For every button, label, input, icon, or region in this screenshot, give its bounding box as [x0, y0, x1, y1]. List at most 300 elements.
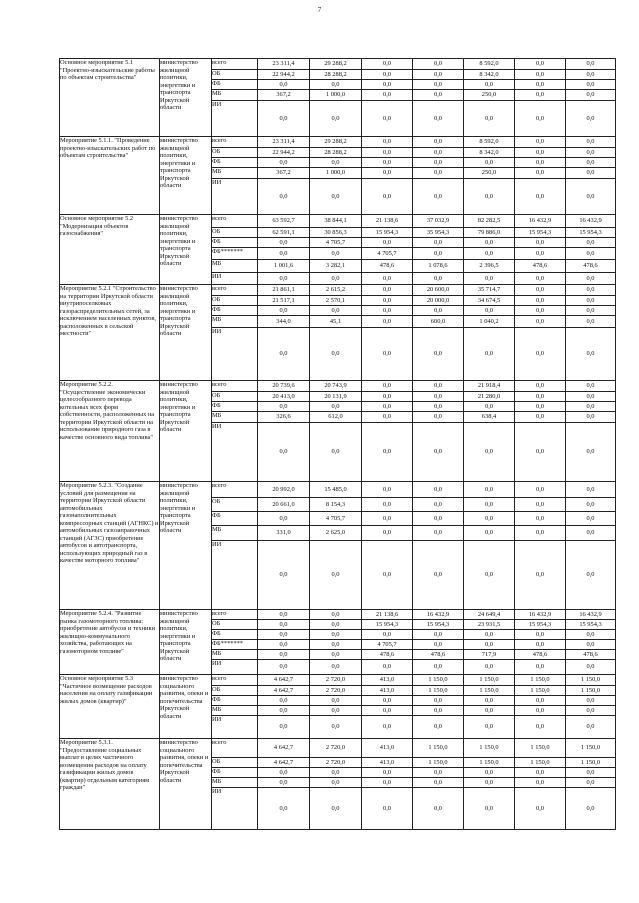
value-cell: 0,0 [464, 179, 515, 215]
value-cell: 0,0 [464, 273, 515, 285]
value-cell: 638,4 [464, 412, 515, 423]
value-cell: 0,0 [464, 482, 515, 498]
value-cell: 0,0 [566, 158, 616, 168]
funding-source: ОБ [212, 620, 258, 630]
value-cell: 4 642,7 [258, 686, 310, 696]
measure-name: Мероприятие 5.2.1 "Строительство на территории Иркутской области внутрипоселковых газораспределительных сетей, за исключением населенных пунктов, расположенных в сельской местности" [60, 285, 160, 381]
value-cell: 0,0 [362, 498, 413, 512]
funding-source: ИИ [212, 273, 258, 285]
value-cell: 2 720,0 [310, 686, 362, 696]
value-cell: 0,0 [413, 482, 464, 498]
value-cell: 2 570,1 [310, 296, 362, 306]
value-cell: 30 856,3 [310, 228, 362, 238]
value-cell: 0,0 [258, 610, 310, 620]
value-cell: 35 714,7 [464, 285, 515, 296]
value-cell: 20 000,0 [413, 296, 464, 306]
funding-source: ИИ [212, 101, 258, 137]
value-cell: 0,0 [362, 158, 413, 168]
value-cell: 0,0 [566, 148, 616, 158]
funding-source: МБ [212, 526, 258, 541]
value-cell: 35 954,3 [413, 228, 464, 238]
value-cell: 0,0 [258, 512, 310, 526]
value-cell: 0,0 [258, 716, 310, 739]
value-cell: 0,0 [566, 768, 616, 778]
funding-source: всего [212, 215, 258, 228]
value-cell: 0,0 [258, 306, 310, 316]
value-cell: 0,0 [464, 423, 515, 482]
value-cell: 28 288,2 [310, 70, 362, 80]
value-cell: 0,0 [566, 392, 616, 402]
value-cell: 23 311,4 [258, 137, 310, 148]
value-cell: 0,0 [362, 696, 413, 706]
value-cell: 413,0 [362, 686, 413, 696]
value-cell: 23 931,5 [464, 620, 515, 630]
value-cell: 0,0 [310, 650, 362, 660]
value-cell: 4 705,7 [310, 238, 362, 248]
table-row [60, 137, 616, 148]
value-cell: 0,0 [413, 80, 464, 90]
value-cell: 0,0 [413, 137, 464, 148]
value-cell: 0,0 [362, 423, 413, 482]
value-cell: 0,0 [566, 285, 616, 296]
value-cell: 0,0 [566, 238, 616, 248]
value-cell: 79 886,0 [464, 228, 515, 238]
value-cell: 4 705,7 [362, 640, 413, 650]
value-cell: 28 288,2 [310, 148, 362, 158]
value-cell: 45,1 [310, 316, 362, 328]
value-cell: 21 138,6 [362, 610, 413, 620]
value-cell: 0,0 [362, 392, 413, 402]
funding-source: МБ [212, 90, 258, 101]
value-cell: 1 150,0 [464, 675, 515, 686]
value-cell: 0,0 [515, 137, 566, 148]
value-cell: 0,0 [258, 238, 310, 248]
value-cell: 0,0 [310, 716, 362, 739]
value-cell: 0,0 [362, 285, 413, 296]
value-cell: 0,0 [566, 316, 616, 328]
value-cell: 4 642,7 [258, 758, 310, 768]
value-cell: 1 150,0 [515, 758, 566, 768]
table-row [60, 215, 616, 228]
value-cell: 0,0 [515, 392, 566, 402]
funding-source: ФБ [212, 158, 258, 168]
value-cell: 0,0 [515, 248, 566, 260]
value-cell: 2 720,0 [310, 675, 362, 686]
value-cell: 0,0 [413, 70, 464, 80]
value-cell: 478,6 [566, 650, 616, 660]
value-cell: 0,0 [413, 248, 464, 260]
value-cell: 2 615,2 [310, 285, 362, 296]
funding-source: ИИ [212, 179, 258, 215]
value-cell: 0,0 [362, 412, 413, 423]
funding-source: МБ [212, 260, 258, 273]
value-cell: 0,0 [413, 423, 464, 482]
value-cell: 0,0 [413, 90, 464, 101]
value-cell: 16 432,9 [515, 610, 566, 620]
value-cell: 600,0 [413, 316, 464, 328]
value-cell: 0,0 [413, 402, 464, 412]
value-cell: 16 432,9 [413, 610, 464, 620]
value-cell: 1 150,0 [464, 758, 515, 768]
executor-name: министерство жилищной политики, энергетики и транспорта Иркутской области [160, 137, 212, 215]
value-cell: 20 739,6 [258, 381, 310, 392]
funding-source: всего [212, 381, 258, 392]
value-cell: 8 154,3 [310, 498, 362, 512]
value-cell: 0,0 [310, 179, 362, 215]
value-cell: 0,0 [413, 706, 464, 716]
value-cell: 0,0 [515, 541, 566, 610]
value-cell: 0,0 [362, 541, 413, 610]
value-cell: 0,0 [362, 273, 413, 285]
funding-source: ОБ [212, 228, 258, 238]
funding-source: ИИ [212, 660, 258, 675]
value-cell: 0,0 [566, 80, 616, 90]
funding-source: МБ [212, 778, 258, 788]
value-cell: 0,0 [566, 168, 616, 179]
value-cell: 4 705,7 [362, 248, 413, 260]
value-cell: 331,0 [258, 526, 310, 541]
value-cell: 0,0 [310, 696, 362, 706]
value-cell: 0,0 [310, 328, 362, 381]
value-cell: 0,0 [310, 640, 362, 650]
value-cell: 1 150,0 [413, 758, 464, 768]
value-cell: 37 032,9 [413, 215, 464, 228]
value-cell: 0,0 [413, 640, 464, 650]
value-cell: 0,0 [464, 158, 515, 168]
value-cell: 0,0 [413, 148, 464, 158]
value-cell: 0,0 [413, 238, 464, 248]
value-cell: 413,0 [362, 758, 413, 768]
value-cell: 717,9 [464, 650, 515, 660]
table-row [60, 381, 616, 392]
value-cell: 0,0 [310, 620, 362, 630]
value-cell: 0,0 [464, 706, 515, 716]
value-cell: 0,0 [464, 248, 515, 260]
value-cell: 16 432,9 [515, 215, 566, 228]
value-cell: 0,0 [258, 179, 310, 215]
value-cell: 0,0 [258, 706, 310, 716]
value-cell: 0,0 [310, 630, 362, 640]
table-row [60, 675, 616, 686]
funding-source: МБ [212, 168, 258, 179]
value-cell: 0,0 [258, 328, 310, 381]
funding-source: всего [212, 285, 258, 296]
value-cell: 0,0 [515, 179, 566, 215]
value-cell: 0,0 [464, 716, 515, 739]
value-cell: 0,0 [566, 402, 616, 412]
value-cell: 0,0 [566, 696, 616, 706]
value-cell: 413,0 [362, 739, 413, 758]
value-cell: 478,6 [515, 260, 566, 273]
value-cell: 0,0 [310, 660, 362, 675]
value-cell: 0,0 [362, 296, 413, 306]
funding-source: ОБ [212, 148, 258, 158]
value-cell: 62 591,1 [258, 228, 310, 238]
value-cell: 15 954,3 [362, 228, 413, 238]
value-cell: 0,0 [566, 381, 616, 392]
value-cell: 0,0 [310, 768, 362, 778]
table-row [60, 482, 616, 498]
value-cell: 0,0 [258, 158, 310, 168]
value-cell: 0,0 [310, 402, 362, 412]
value-cell: 0,0 [310, 778, 362, 788]
value-cell: 478,6 [413, 650, 464, 660]
value-cell: 63 592,7 [258, 215, 310, 228]
value-cell: 0,0 [515, 512, 566, 526]
value-cell: 0,0 [362, 660, 413, 675]
value-cell: 0,0 [464, 402, 515, 412]
value-cell: 0,0 [515, 306, 566, 316]
funding-source: ИИ [212, 541, 258, 610]
value-cell: 0,0 [362, 80, 413, 90]
value-cell: 20 413,0 [258, 392, 310, 402]
value-cell: 1 040,2 [464, 316, 515, 328]
value-cell: 0,0 [413, 788, 464, 830]
value-cell: 21 138,6 [362, 215, 413, 228]
value-cell: 0,0 [515, 526, 566, 541]
value-cell: 413,0 [362, 675, 413, 686]
value-cell: 1 150,0 [413, 675, 464, 686]
value-cell: 0,0 [413, 168, 464, 179]
value-cell: 0,0 [413, 660, 464, 675]
value-cell: 0,0 [566, 273, 616, 285]
value-cell: 0,0 [362, 788, 413, 830]
value-cell: 0,0 [566, 70, 616, 80]
funding-source: ОБ [212, 758, 258, 768]
measure-name: Основное мероприятие 5.1 "Проектно-изыскательские работы по объектам строительства" [60, 59, 160, 137]
value-cell: 0,0 [310, 788, 362, 830]
value-cell: 82 282,5 [464, 215, 515, 228]
value-cell: 0,0 [566, 59, 616, 70]
value-cell: 0,0 [413, 630, 464, 640]
value-cell: 0,0 [515, 101, 566, 137]
value-cell: 0,0 [310, 610, 362, 620]
value-cell: 0,0 [515, 423, 566, 482]
measure-name: Мероприятие 5.2.3. "Создание условий для размещения на территории Иркутской области автомобильных газонаполнительных компрессорных станций (АГНКС) и автомобильных газозаправочных станций (АГЗС) приобретение автобусов и автотранспорта, использующих природный газ в качестве моторного топлива" [60, 482, 160, 610]
funding-source: ФБ [212, 80, 258, 90]
value-cell: 1 150,0 [464, 686, 515, 696]
value-cell: 0,0 [566, 90, 616, 101]
value-cell: 0,0 [515, 768, 566, 778]
value-cell: 0,0 [362, 70, 413, 80]
value-cell: 38 844,1 [310, 215, 362, 228]
value-cell: 0,0 [464, 328, 515, 381]
value-cell: 1 150,0 [515, 739, 566, 758]
value-cell: 0,0 [258, 248, 310, 260]
value-cell: 0,0 [515, 660, 566, 675]
value-cell: 0,0 [515, 316, 566, 328]
value-cell: 15 954,3 [515, 228, 566, 238]
value-cell: 0,0 [566, 778, 616, 788]
value-cell: 0,0 [515, 381, 566, 392]
value-cell: 0,0 [258, 778, 310, 788]
value-cell: 2 720,0 [310, 758, 362, 768]
measure-name: Мероприятие 5.2.2. "Осуществление экономически целесообразного перевода котельных всех форм собственности, расположенных на территории Иркутской области на использование природного газа в качестве основного вида топлива" [60, 381, 160, 482]
value-cell: 0,0 [413, 306, 464, 316]
funding-source: ОБ [212, 498, 258, 512]
value-cell: 16 432,9 [566, 610, 616, 620]
value-cell: 367,2 [258, 90, 310, 101]
value-cell: 0,0 [566, 630, 616, 640]
funding-source: МБ [212, 316, 258, 328]
value-cell: 20 661,0 [258, 498, 310, 512]
value-cell: 0,0 [362, 101, 413, 137]
executor-name: министерство жилищной политики, энергетики и транспорта Иркутской области [160, 610, 212, 675]
value-cell: 0,0 [413, 158, 464, 168]
value-cell: 0,0 [566, 328, 616, 381]
program-measures-table [59, 58, 616, 830]
funding-source: всего [212, 610, 258, 620]
value-cell: 0,0 [258, 80, 310, 90]
value-cell: 8 342,0 [464, 148, 515, 158]
measure-name: Мероприятие 5.3.1. "Предоставление социальных выплат в целях частичного возмещения расходов на оплату газификации жилых домов (квартир) отдельным категориям граждан" [60, 739, 160, 830]
value-cell: 0,0 [362, 148, 413, 158]
value-cell: 0,0 [413, 412, 464, 423]
value-cell: 0,0 [515, 328, 566, 381]
value-cell: 0,0 [515, 788, 566, 830]
value-cell: 0,0 [413, 381, 464, 392]
value-cell: 0,0 [258, 696, 310, 706]
executor-name: министерство жилищной политики, энергетики и транспорта Иркутской области [160, 215, 212, 285]
table-row [60, 59, 616, 70]
value-cell: 0,0 [310, 306, 362, 316]
value-cell: 0,0 [515, 630, 566, 640]
value-cell: 0,0 [413, 59, 464, 70]
value-cell: 21 280,0 [464, 392, 515, 402]
value-cell: 0,0 [413, 696, 464, 706]
funding-source: МБ [212, 706, 258, 716]
funding-source: МБ [212, 650, 258, 660]
value-cell: 0,0 [464, 660, 515, 675]
value-cell: 0,0 [515, 402, 566, 412]
value-cell: 0,0 [566, 179, 616, 215]
value-cell: 22 944,2 [258, 148, 310, 158]
value-cell: 0,0 [413, 526, 464, 541]
value-cell: 20 600,0 [413, 285, 464, 296]
value-cell: 0,0 [515, 80, 566, 90]
value-cell: 0,0 [566, 660, 616, 675]
value-cell: 8 592,0 [464, 137, 515, 148]
funding-source: ФБ [212, 630, 258, 640]
value-cell: 0,0 [258, 650, 310, 660]
value-cell: 0,0 [258, 768, 310, 778]
funding-source: ОБ [212, 70, 258, 80]
value-cell: 367,2 [258, 168, 310, 179]
value-cell: 0,0 [310, 80, 362, 90]
value-cell: 612,0 [310, 412, 362, 423]
value-cell: 0,0 [566, 423, 616, 482]
value-cell: 0,0 [464, 541, 515, 610]
value-cell: 0,0 [310, 541, 362, 610]
value-cell: 34 674,5 [464, 296, 515, 306]
value-cell: 0,0 [515, 168, 566, 179]
value-cell: 0,0 [310, 706, 362, 716]
value-cell: 0,0 [566, 640, 616, 650]
value-cell: 0,0 [362, 402, 413, 412]
value-cell: 250,0 [464, 90, 515, 101]
value-cell: 0,0 [362, 716, 413, 739]
funding-source: ФБ [212, 696, 258, 706]
value-cell: 0,0 [413, 768, 464, 778]
funding-source: ФБ [212, 402, 258, 412]
value-cell: 0,0 [464, 306, 515, 316]
value-cell: 0,0 [413, 392, 464, 402]
value-cell: 15 954,3 [515, 620, 566, 630]
value-cell: 21 517,1 [258, 296, 310, 306]
value-cell: 0,0 [515, 70, 566, 80]
value-cell: 0,0 [413, 716, 464, 739]
value-cell: 0,0 [258, 423, 310, 482]
funding-source: ФБ******* [212, 640, 258, 650]
value-cell: 0,0 [515, 706, 566, 716]
value-cell: 16 432,9 [566, 215, 616, 228]
funding-source: ФБ [212, 512, 258, 526]
value-cell: 1 150,0 [464, 739, 515, 758]
value-cell: 20 992,0 [258, 482, 310, 498]
value-cell: 0,0 [515, 285, 566, 296]
value-cell: 0,0 [464, 238, 515, 248]
value-cell: 0,0 [515, 482, 566, 498]
value-cell: 0,0 [515, 90, 566, 101]
value-cell: 0,0 [362, 168, 413, 179]
value-cell: 0,0 [566, 482, 616, 498]
value-cell: 0,0 [515, 640, 566, 650]
value-cell: 1 000,0 [310, 168, 362, 179]
funding-source: ИИ [212, 716, 258, 739]
value-cell: 0,0 [464, 630, 515, 640]
value-cell: 0,0 [566, 498, 616, 512]
measure-name: Основное мероприятие 5.3 "Частичное возмещение расходов населения на оплату газификации жилых домов (квартир)" [60, 675, 160, 739]
value-cell: 1 001,6 [258, 260, 310, 273]
value-cell: 0,0 [362, 306, 413, 316]
executor-name: министерство жилищной политики, энергетики и транспорта Иркутской области [160, 381, 212, 482]
value-cell: 0,0 [258, 788, 310, 830]
funding-source: ОБ [212, 686, 258, 696]
value-cell: 0,0 [362, 381, 413, 392]
value-cell: 20 743,9 [310, 381, 362, 392]
value-cell: 0,0 [413, 273, 464, 285]
value-cell: 0,0 [515, 148, 566, 158]
measure-name: Мероприятие 5.1.1. "Проведение проектно-изыскательских работ по объектам строительства" [60, 137, 160, 215]
value-cell: 478,6 [515, 650, 566, 660]
funding-source: ФБ [212, 768, 258, 778]
value-cell: 0,0 [413, 512, 464, 526]
value-cell: 1 150,0 [413, 686, 464, 696]
value-cell: 0,0 [362, 328, 413, 381]
value-cell: 0,0 [362, 90, 413, 101]
value-cell: 478,6 [362, 260, 413, 273]
value-cell: 29 288,2 [310, 137, 362, 148]
table-row [60, 610, 616, 620]
value-cell: 0,0 [515, 238, 566, 248]
value-cell: 20 131,9 [310, 392, 362, 402]
value-cell: 0,0 [413, 498, 464, 512]
funding-source: всего [212, 739, 258, 758]
measure-name: Основное мероприятие 5.2 "Модернизация объектов газоснабжения" [60, 215, 160, 285]
value-cell: 0,0 [515, 412, 566, 423]
value-cell: 1 150,0 [413, 739, 464, 758]
value-cell: 0,0 [362, 482, 413, 498]
value-cell: 29 288,2 [310, 59, 362, 70]
value-cell: 15 954,3 [362, 620, 413, 630]
value-cell: 0,0 [258, 630, 310, 640]
value-cell: 15 954,3 [413, 620, 464, 630]
executor-name: министерство жилищной политики, энергетики и транспорта Иркутской области [160, 59, 212, 137]
funding-source: ФБ [212, 306, 258, 316]
value-cell: 0,0 [413, 179, 464, 215]
value-cell: 0,0 [566, 706, 616, 716]
value-cell: 21 861,1 [258, 285, 310, 296]
